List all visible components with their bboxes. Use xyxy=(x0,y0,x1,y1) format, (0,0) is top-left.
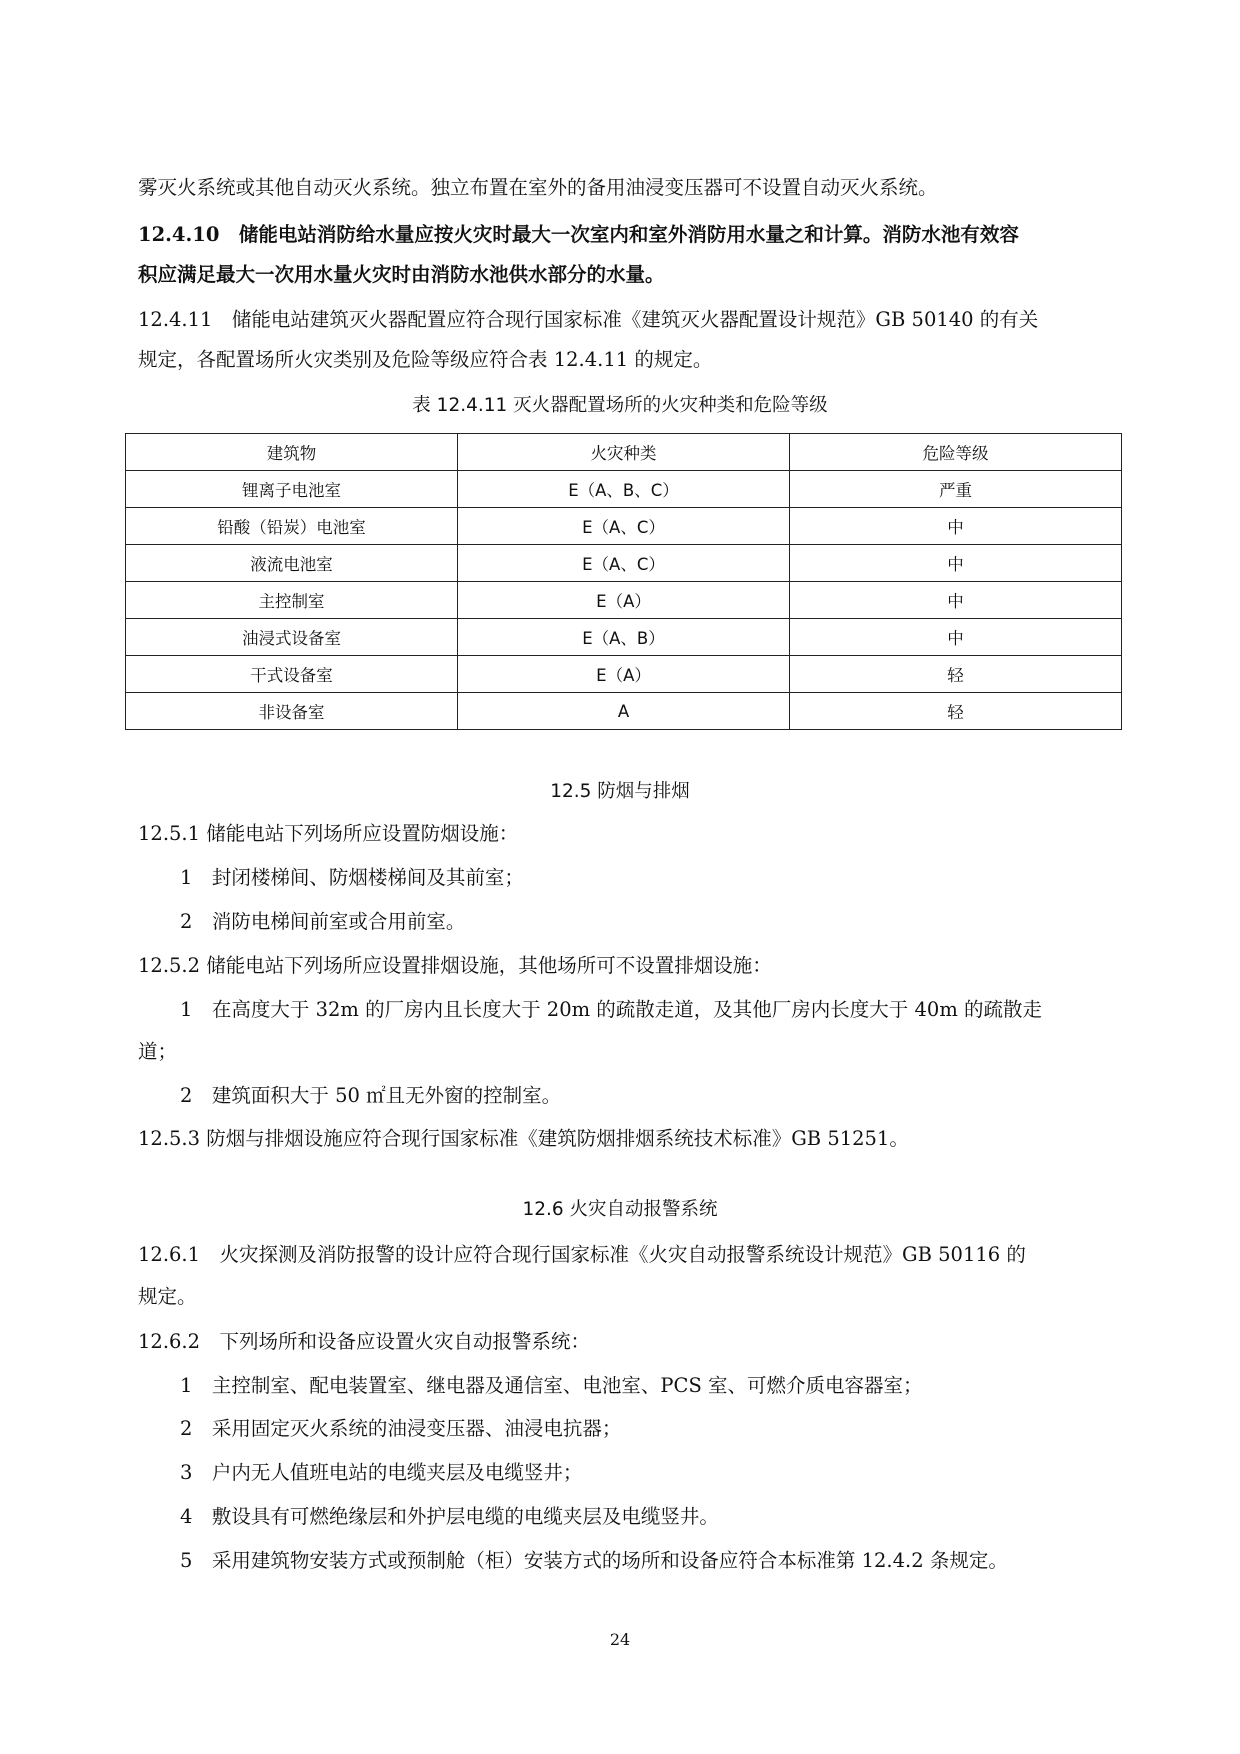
clause-12-6-1-line-1: 12.6.1 火灾探测及消防报警的设计应符合现行国家标准《火灾自动报警系统设计规范》GB 50116 的 xyxy=(138,1243,1026,1266)
table-cell: 中 xyxy=(790,545,1122,582)
table-cell: 中 xyxy=(790,619,1122,656)
list-item: 1 封闭楼梯间、防烟楼梯间及其前室； xyxy=(180,866,524,889)
table-cell: E（A） xyxy=(458,656,790,693)
table-row xyxy=(126,545,1122,582)
table-cell: A xyxy=(458,693,790,730)
table-row xyxy=(126,619,1122,656)
list-item: 2 采用固定灭火系统的油浸变压器、油浸电抗器； xyxy=(180,1417,622,1440)
table-row xyxy=(126,656,1122,693)
table-cell: 严重 xyxy=(790,471,1122,508)
clause-12-4-11-line-1: 12.4.11 储能电站建筑灭火器配置应符合现行国家标准《建筑灭火器配置设计规范》GB 50140 的有关 xyxy=(138,308,1039,331)
table-row xyxy=(126,582,1122,619)
clause-12-5-1: 12.5.1 储能电站下列场所应设置防烟设施： xyxy=(138,822,519,845)
clause-12-4-10-line-1: 12.4.10 储能电站消防给水量应按火灾时最大一次室内和室外消防用水量之和计算。消防水池有效容 xyxy=(138,223,1019,246)
clause-12-4-11-line-2: 规定，各配置场所火灾类别及危险等级应符合表 12.4.11 的规定。 xyxy=(138,348,713,371)
section-heading-12-6: 12.6 火灾自动报警系统 xyxy=(522,1199,718,1220)
header-fire-type: 火灾种类 xyxy=(458,434,790,471)
table-cell: 锂离子电池室 xyxy=(126,471,458,508)
list-item-continuation: 道； xyxy=(138,1040,178,1063)
clause-12-5-2: 12.5.2 储能电站下列场所应设置排烟设施，其他场所可不设置排烟设施： xyxy=(138,954,772,977)
section-heading-12-5: 12.5 防烟与排烟 xyxy=(550,781,690,802)
table-cell: 轻 xyxy=(790,656,1122,693)
page-number: 24 xyxy=(609,1630,631,1649)
table-cell: E（A） xyxy=(458,582,790,619)
header-hazard-level: 危险等级 xyxy=(790,434,1122,471)
table-row xyxy=(126,508,1122,545)
table-cell: 液流电池室 xyxy=(126,545,458,582)
table-cell: 铅酸（铅炭）电池室 xyxy=(126,508,458,545)
list-item: 1 主控制室、配电装置室、继电器及通信室、电池室、PCS 室、可燃介质电容器室； xyxy=(180,1374,923,1397)
table-row xyxy=(126,471,1122,508)
list-item: 4 敷设具有可燃绝缘层和外护层电缆的电缆夹层及电缆竖井。 xyxy=(180,1505,719,1528)
clause-12-5-3: 12.5.3 防烟与排烟设施应符合现行国家标准《建筑防烟排烟系统技术标准》GB 51251。 xyxy=(138,1127,909,1150)
table-caption: 表 12.4.11 灭火器配置场所的火灾种类和危险等级 xyxy=(412,395,828,416)
clause-12-4-10-line-2: 积应满足最大一次用水量火灾时由消防水池供水部分的水量。 xyxy=(138,263,665,286)
list-item: 2 消防电梯间前室或合用前室。 xyxy=(180,910,466,933)
clause-12-6-1-line-2: 规定。 xyxy=(138,1285,197,1308)
clause-12-6-2: 12.6.2 下列场所和设备应设置火灾自动报警系统： xyxy=(138,1330,591,1353)
table-row xyxy=(126,693,1122,730)
table-cell: 轻 xyxy=(790,693,1122,730)
table-cell: E（A、C） xyxy=(458,545,790,582)
table-cell: 非设备室 xyxy=(126,693,458,730)
table-header-row xyxy=(126,434,1122,471)
text-line: 雾灭火系统或其他自动灭火系统。独立布置在室外的备用油浸变压器可不设置自动灭火系统。 xyxy=(138,176,938,199)
list-item: 2 建筑面积大于 50 ㎡且无外窗的控制室。 xyxy=(180,1084,562,1107)
header-building: 建筑物 xyxy=(126,434,458,471)
table-cell: E（A、B、C） xyxy=(458,471,790,508)
table-cell: 干式设备室 xyxy=(126,656,458,693)
table-cell: E（A、C） xyxy=(458,508,790,545)
table-cell: 中 xyxy=(790,508,1122,545)
table-cell: E（A、B） xyxy=(458,619,790,656)
list-item: 1 在高度大于 32m 的厂房内且长度大于 20m 的疏散走道，及其他厂房内长度大于 40m 的疏散走 xyxy=(180,998,1043,1021)
table-cell: 中 xyxy=(790,582,1122,619)
list-item: 5 采用建筑物安装方式或预制舱（柜）安装方式的场所和设备应符合本标准第 12.4.2 条规定。 xyxy=(180,1549,1008,1572)
extinguisher-config-table xyxy=(125,433,1122,730)
table-cell: 主控制室 xyxy=(126,582,458,619)
list-item: 3 户内无人值班电站的电缆夹层及电缆竖井； xyxy=(180,1461,583,1484)
table-cell: 油浸式设备室 xyxy=(126,619,458,656)
